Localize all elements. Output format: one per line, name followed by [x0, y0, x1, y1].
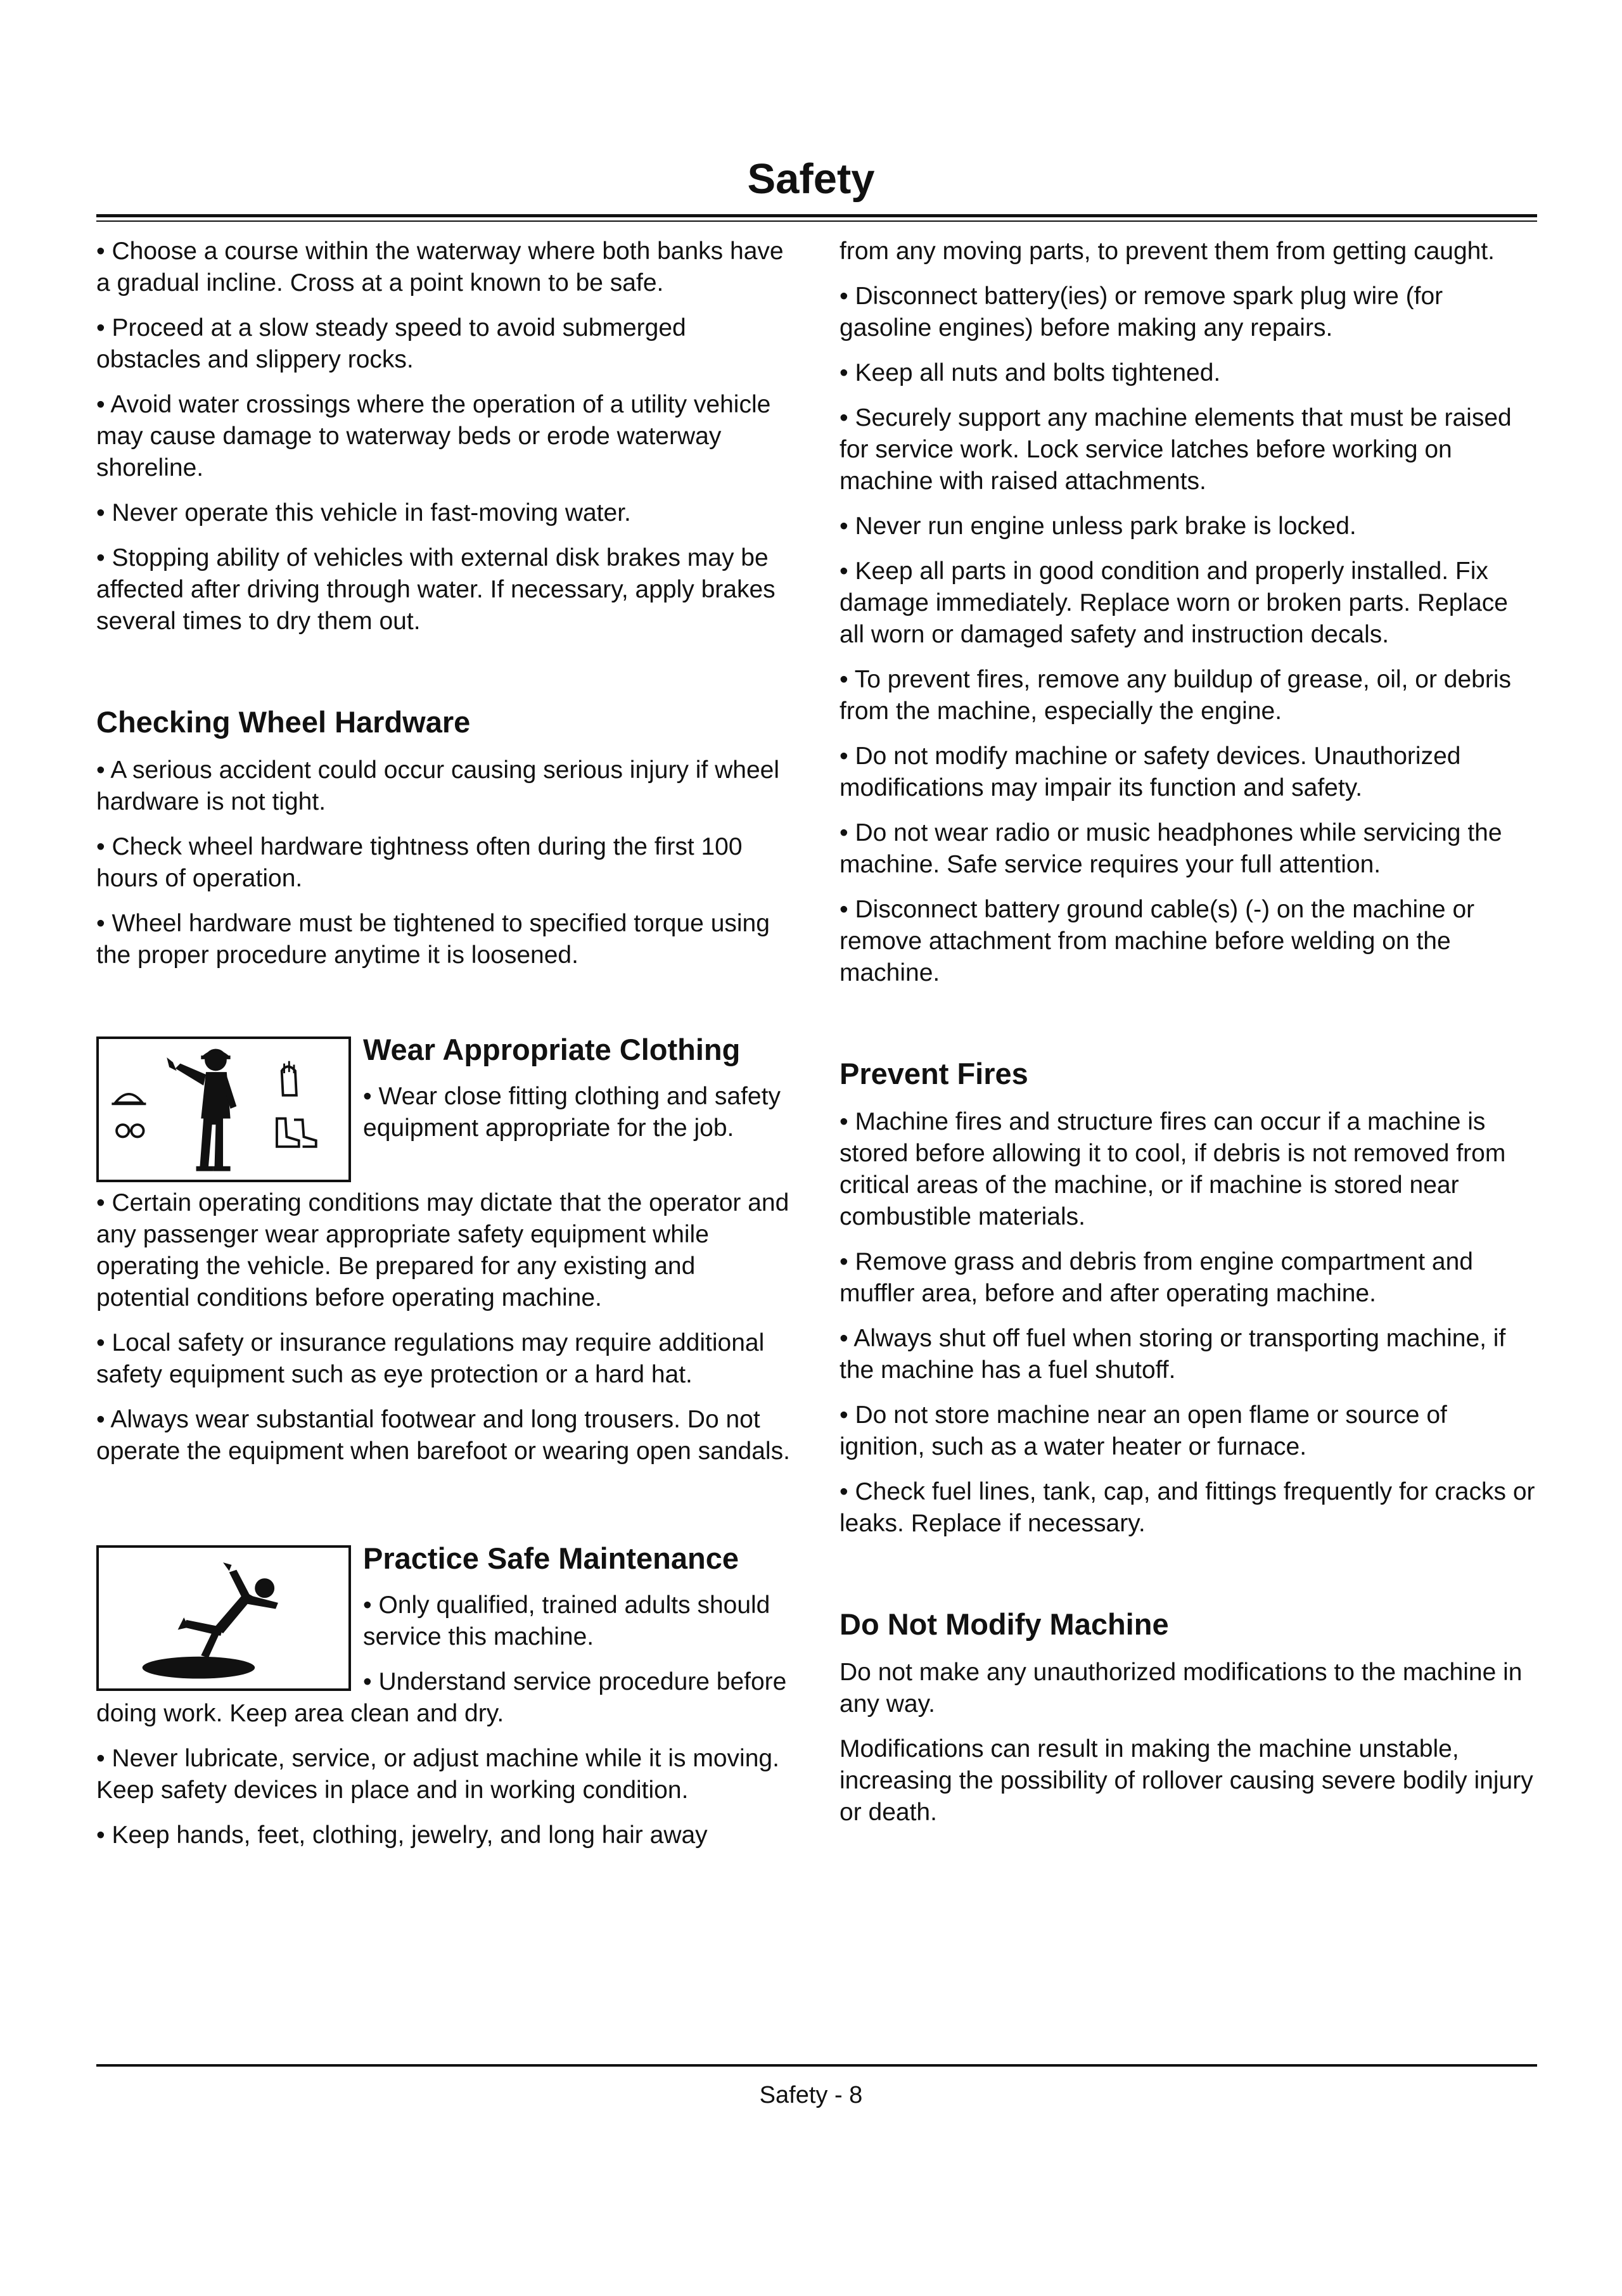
section-heading-clothing: Wear Appropriate Clothing — [363, 1033, 741, 1066]
bullet-item: • Wear close fitting clothing and safety equipment appropriate for the job. — [363, 1083, 781, 1142]
bullet-item: • Certain operating conditions may dictate that the operator and any passenger wear appropriate safety equipment while operating the vehicle. Be prepared for any existing and potential conditions before operating machine. — [96, 1189, 789, 1311]
bullet-item: • Keep all parts in good condition and properly installed. Fix damage immediately. Replace worn or broken parts. Replace all worn or damaged safety and instruction decals. — [840, 558, 1508, 648]
bullet-item: • Do not store machine near an open flame or source of ignition, such as a water heater or furnace. — [840, 1401, 1447, 1460]
bullet-item: from any moving parts, to prevent them from getting caught. — [840, 238, 1495, 265]
paragraph: Modifications can result in making the machine unstable, increasing the possibility of rollover causing severe bodily injury or death. — [840, 1735, 1533, 1826]
section-heading-prevent-fires: Prevent Fires — [840, 1057, 1028, 1090]
bullet-item: • To prevent fires, remove any buildup of grease, oil, or debris from the machine, especially the engine. — [840, 666, 1511, 725]
section-heading-maintenance: Practice Safe Maintenance — [363, 1541, 739, 1575]
bullet-item: • Do not wear radio or music headphones while servicing the machine. Safe service requires your full attention. — [840, 819, 1502, 878]
maintenance-section — [96, 1540, 791, 1851]
bullet-item: • Never run engine unless park brake is locked. — [840, 513, 1357, 540]
slip-hazard-icon — [96, 1545, 351, 1691]
section-heading-do-not-modify: Do Not Modify Machine — [840, 1607, 1169, 1641]
left-column — [96, 236, 791, 1865]
bullet-item: • Keep all nuts and bolts tightened. — [840, 359, 1221, 386]
bullet-item: • Disconnect battery(ies) or remove spark plug wire (for gasoline engines) before making any repairs. — [840, 283, 1443, 341]
bullet-item: • Keep hands, feet, clothing, jewelry, and long hair away — [96, 1821, 708, 1849]
bullet-item: • Never operate this vehicle in fast-moving water. — [96, 499, 631, 526]
protective-clothing-icon — [96, 1036, 351, 1182]
bullet-item: • Stopping ability of vehicles with external disk brakes may be affected after driving through water. If necessary, apply brakes several times to dry them out. — [96, 544, 776, 635]
footer-rule — [96, 2064, 1537, 2067]
bullet-item: • Remove grass and debris from engine compartment and muffler area, before and after operating machine. — [840, 1248, 1473, 1307]
page-title: Safety — [747, 155, 875, 203]
bullet-item: • Local safety or insurance regulations may require additional safety equipment such as eye protection or a hard hat. — [96, 1329, 765, 1388]
bullet-item: • Proceed at a slow steady speed to avoid submerged obstacles and slippery rocks. — [96, 314, 686, 373]
clothing-section — [96, 1031, 791, 1467]
paragraph: Do not make any unauthorized modifications to the machine in any way. — [840, 1659, 1523, 1718]
bullet-item: • Check fuel lines, tank, cap, and fittings frequently for cracks or leaks. Replace if necessary. — [840, 1478, 1535, 1537]
bullet-item: • A serious accident could occur causing serious injury if wheel hardware is not tight. — [96, 756, 780, 815]
section-heading-wheel-hardware: Checking Wheel Hardware — [96, 705, 471, 739]
bullet-item: • Machine fires and structure fires can occur if a machine is stored before allowing it to cool, if debris is not removed from critical areas of the machine, or if machine is stored near combustible materials. — [840, 1108, 1506, 1230]
bullet-item: • Only qualified, trained adults should service this machine. — [363, 1591, 770, 1650]
page-number: Safety - 8 — [759, 2082, 863, 2108]
bullet-item: • Understand service procedure before doing work. Keep area clean and dry. — [96, 1668, 787, 1727]
bullet-item: • Disconnect battery ground cable(s) (-) on the machine or remove attachment from machine before welding on the machine. — [840, 896, 1475, 986]
bullet-item: • Do not modify machine or safety devices. Unauthorized modifications may impair its function and safety. — [840, 743, 1461, 801]
bullet-item: • Never lubricate, service, or adjust machine while it is moving. Keep safety devices in place and in working condition. — [96, 1745, 779, 1804]
bullet-item: • Always wear substantial footwear and long trousers. Do not operate the equipment when barefoot or wearing open sandals. — [96, 1406, 790, 1465]
bullet-item: • Avoid water crossings where the operation of a utility vehicle may cause damage to waterway beds or erode waterway shoreline. — [96, 391, 771, 482]
bullet-item: • Securely support any machine elements that must be raised for service work. Lock service latches before working on machine with raised attachments. — [840, 404, 1512, 495]
header-rule-thin — [96, 220, 1537, 222]
bullet-item: • Choose a course within the waterway where both banks have a gradual incline. Cross at a point known to be safe. — [96, 238, 784, 297]
bullet-item: • Check wheel hardware tightness often during the first 100 hours of operation. — [96, 833, 743, 892]
header-rule — [96, 214, 1537, 217]
right-column — [840, 236, 1537, 1842]
bullet-item: • Always shut off fuel when storing or transporting machine, if the machine has a fuel shutoff. — [840, 1325, 1506, 1384]
bullet-item: • Wheel hardware must be tightened to specified torque using the proper procedure anytime it is loosened. — [96, 910, 770, 969]
